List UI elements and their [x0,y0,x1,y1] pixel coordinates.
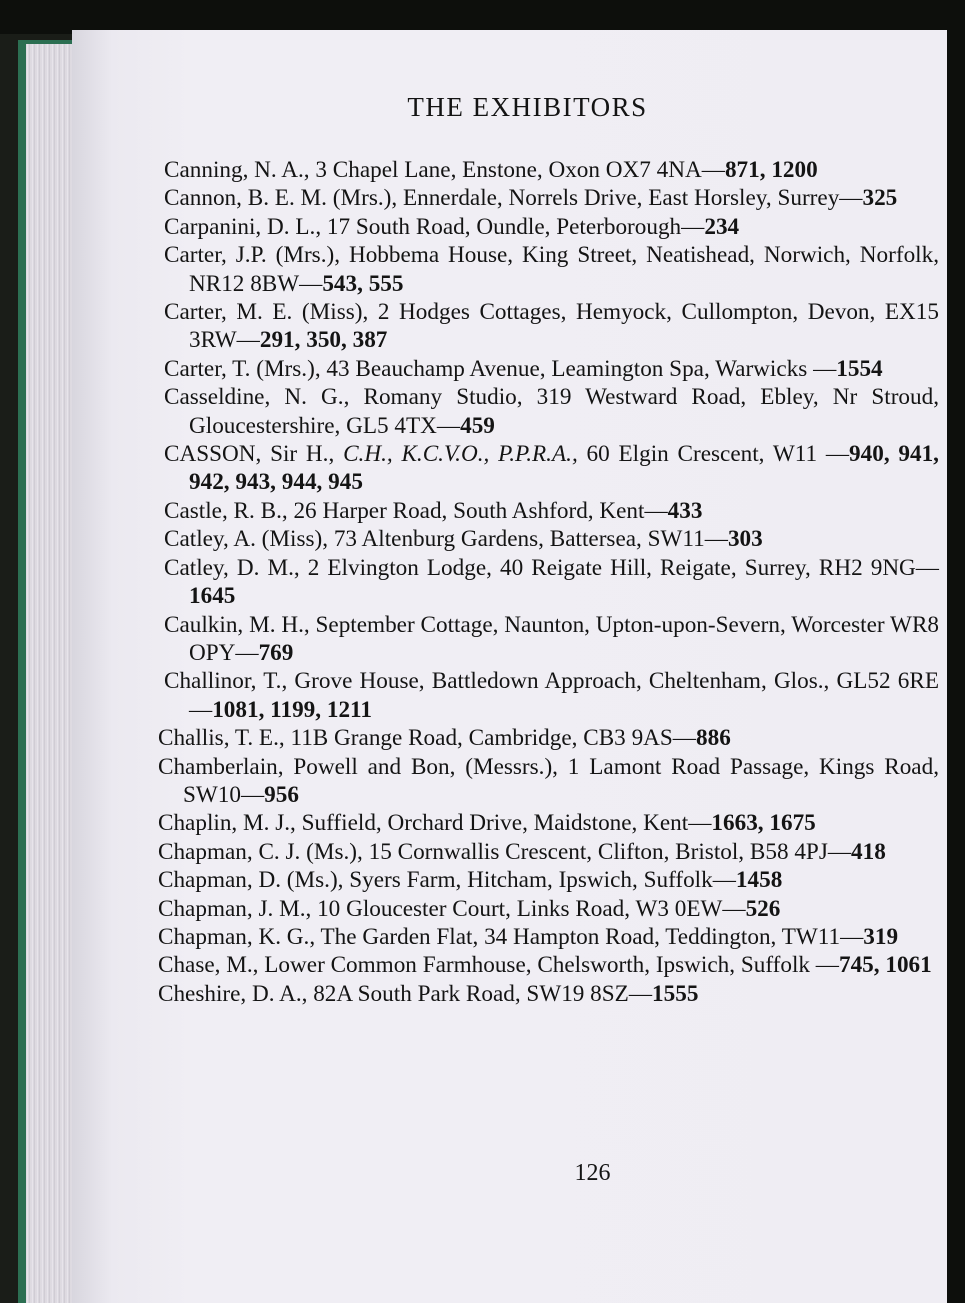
entry-text: Castle, R. B., 26 Harper Road, South Ashford, Kent— [164,497,668,524]
entry-text: 60 Elgin Crescent, W11 — [577,441,850,468]
catalogue-numbers: 319 [863,923,899,950]
exhibitor-entry [164,241,939,298]
exhibitor-entry [164,355,939,383]
exhibitor-entry [158,980,939,1008]
catalogue-numbers: 433 [667,497,703,524]
honours: C.H., K.C.V.O., P.P.R.A., [343,441,578,468]
exhibitor-entry [164,497,939,525]
exhibitor-entry [158,809,939,837]
catalogue-numbers: 459 [460,412,495,439]
catalogue-numbers: 1663, 1675 [711,810,816,837]
catalogue-numbers: 418 [851,838,886,865]
exhibitor-entry [164,156,939,184]
right-border [947,0,965,1303]
entry-text: Challis, T. E., 11B Grange Road, Cambridge, CB3 9AS— [158,725,696,752]
exhibitor-entry [164,298,939,355]
page-edges [26,44,78,1303]
exhibitor-entry [164,611,939,668]
catalogue-numbers: 956 [264,781,299,808]
entry-text: Chapman, D. (Ms.), Syers Farm, Hitcham, Ipswich, Suffolk— [158,867,736,894]
entry-text: Carter, J.P. (Mrs.), Hobbema House, King Street, Neatishead, Norwich, Norfolk, NR12 8BW— [164,242,939,297]
entry-text: Carpanini, D. L., 17 South Road, Oundle, Peterborough— [164,213,705,240]
entry-text: Catley, D. M., 2 Elvington Lodge, 40 Reigate Hill, Reigate, Surrey, RH2 9NG— [164,554,939,581]
catalogue-numbers: 871, 1200 [724,157,818,183]
entry-text: Challinor, T., Grove House, Battledown Approach, Cheltenham, Glos., GL52 6RE— [164,668,939,723]
entry-text: Carter, T. (Mrs.), 43 Beauchamp Avenue, Leamington Spa, Warwicks — [164,355,837,382]
exhibitor-entry [164,554,939,611]
top-border [0,0,965,34]
exhibitor-entry [164,184,939,212]
exhibitor-entry [158,951,939,979]
catalogue-numbers: 1081, 1199, 1211 [212,696,372,723]
catalogue-numbers: 1555 [652,980,699,1007]
entry-text: Chapman, K. G., The Garden Flat, 34 Hampton Road, Teddington, TW11— [158,923,864,950]
catalogue-numbers: 1458 [735,867,783,894]
exhibitor-entry [158,724,939,752]
entry-text: Carter, M. E. (Miss), 2 Hodges Cottages, Hemyock, Cullompton, Devon, EX15 3RW— [164,299,939,354]
entry-text: CASSON, Sir H., [164,441,344,468]
exhibitor-entry [164,440,939,497]
exhibitor-entry [158,923,939,951]
exhibitor-entry [164,525,939,553]
exhibitor-entry [158,753,939,810]
entry-text: Chamberlain, Powell and Bon, (Messrs.), 1 Lamont Road Passage, Kings Road, SW10— [158,753,939,808]
catalogue-numbers: 1554 [836,355,883,382]
entry-text: Chapman, C. J. (Ms.), 15 Cornwallis Crescent, Clifton, Bristol, B58 4PJ— [158,838,852,865]
exhibitor-list [158,156,939,1008]
catalogue-numbers: 303 [727,526,763,553]
exhibitor-entry [164,213,939,241]
entry-text: Chapman, J. M., 10 Gloucester Court, Links Road, W3 0EW— [158,895,746,922]
entry-text: Cheshire, D. A., 82A South Park Road, SW19 8SZ— [158,980,653,1007]
catalogue-numbers: 325 [862,185,898,212]
exhibitor-entry [164,383,939,440]
catalogue-numbers: 291, 350, 387 [259,327,388,354]
exhibitor-entry [164,667,939,724]
entry-text: Chase, M., Lower Common Farmhouse, Chelsworth, Ipswich, Suffolk — [158,952,839,979]
catalogue-numbers: 234 [704,213,740,240]
exhibitor-entry [158,838,939,866]
catalogue-numbers: 526 [745,895,781,922]
catalogue-numbers: 886 [696,725,731,752]
catalogue-numbers: 543, 555 [322,270,404,297]
entry-text: Catley, A. (Miss), 73 Altenburg Gardens, Battersea, SW11— [164,526,728,553]
entry-text: Canning, N. A., 3 Chapel Lane, Enstone, Oxon OX7 4NA— [164,157,725,183]
catalogue-numbers: 745, 1061 [838,952,932,979]
catalogue-numbers: 769 [258,639,294,666]
catalogue-numbers: 940, 941, 942, 943, 944, 945 [189,441,939,496]
exhibitor-entry [158,895,939,923]
entry-text: Casseldine, N. G., Romany Studio, 319 Westward Road, Ebley, Nr Stroud, Gloucestershire, GL5 4TX— [164,384,939,439]
entry-text: Chaplin, M. J., Suffield, Orchard Drive, Maidstone, Kent— [158,810,712,837]
entry-text: Cannon, B. E. M. (Mrs.), Ennerdale, Norrels Drive, East Horsley, Surrey— [164,185,863,212]
page-number: 126 [574,1160,611,1186]
page-title: THE EXHIBITORS [407,92,648,122]
entry-text: Caulkin, M. H., September Cottage, Naunton, Upton-upon-Severn, Worcester WR8 OPY— [164,611,939,666]
catalogue-numbers: 1645 [189,583,236,610]
exhibitor-entry [158,866,939,894]
